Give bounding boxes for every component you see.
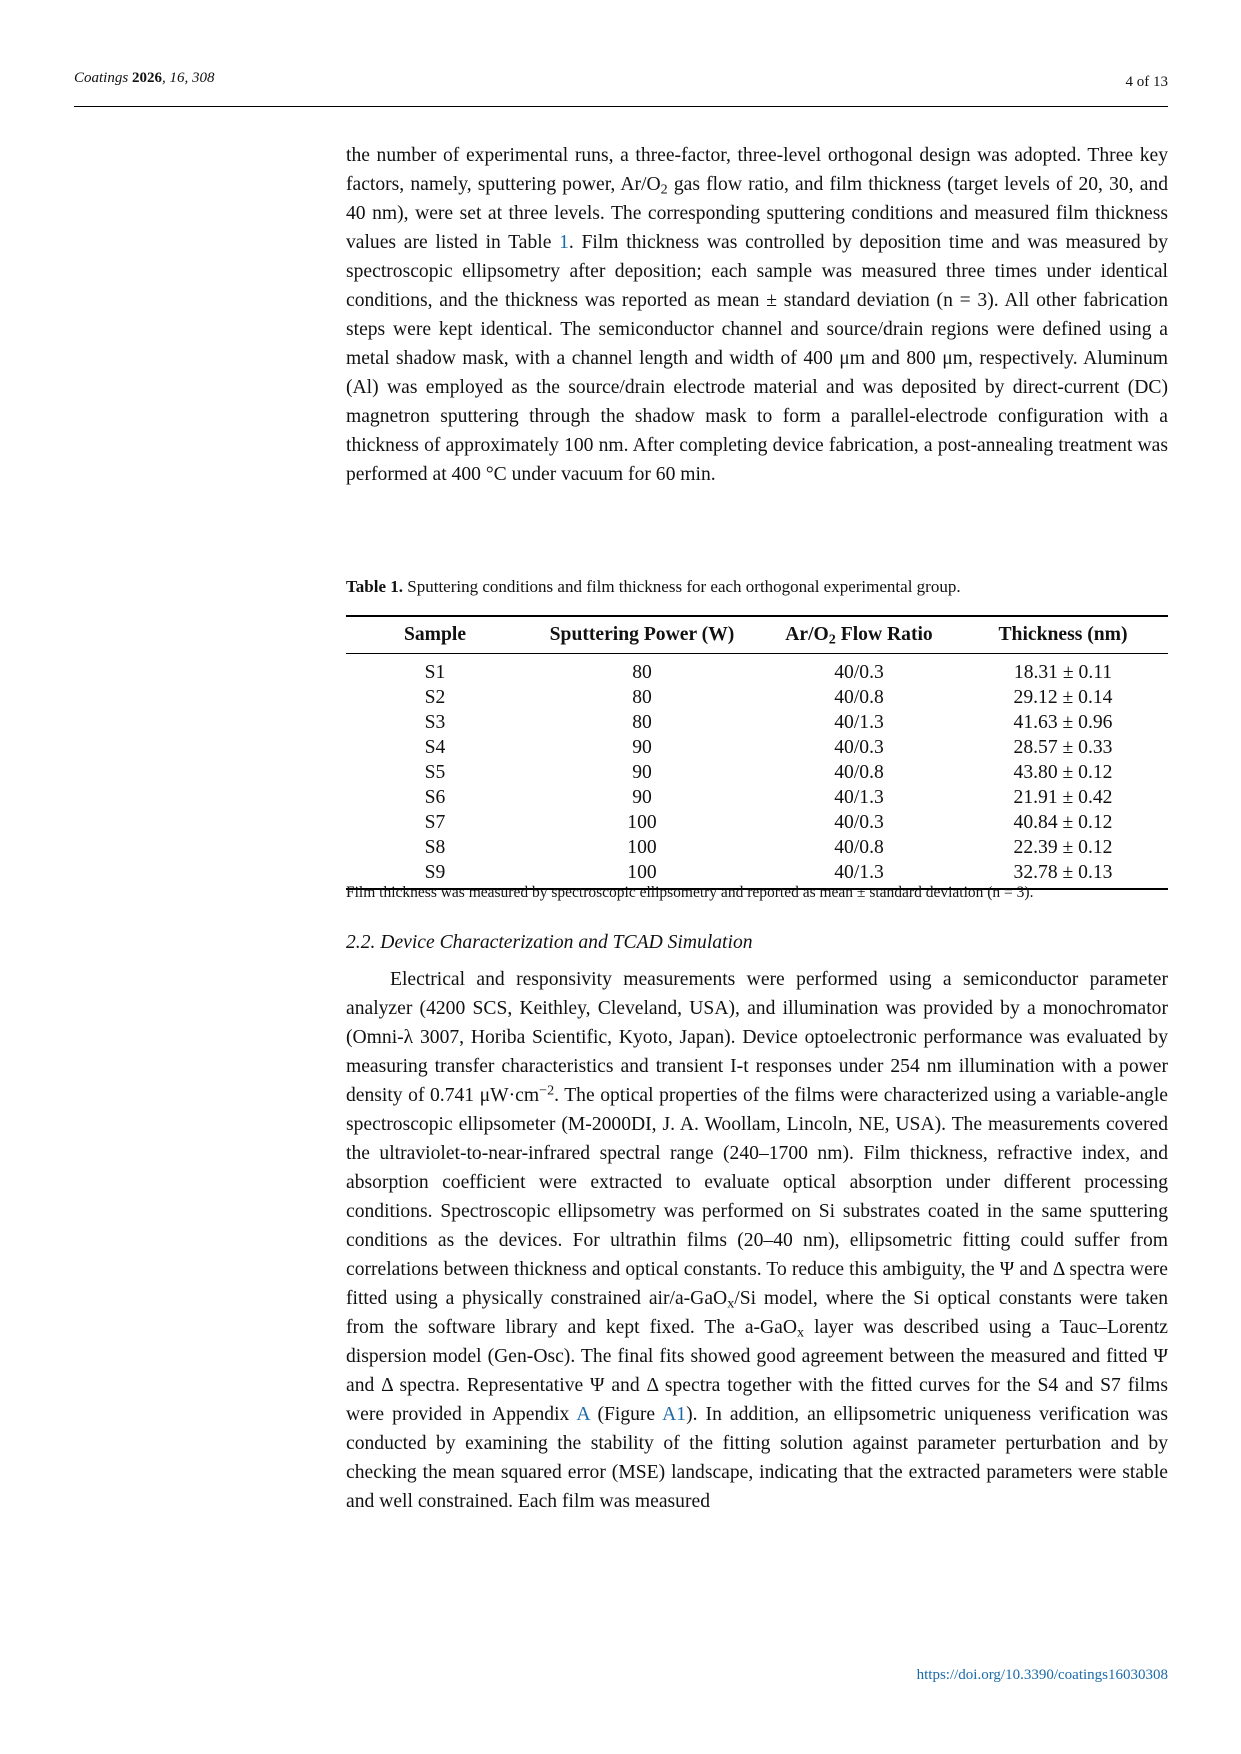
cell-thickness: 43.80 ± 0.12 — [1013, 761, 1113, 783]
cell-power: 80 — [632, 661, 652, 683]
body-paragraph-2 — [346, 965, 1168, 1516]
journal-volume: , 16, 308 — [161, 70, 215, 86]
col-header-flow-ratio — [760, 616, 958, 654]
page-header — [74, 70, 1168, 110]
body-paragraph-1 — [346, 141, 1168, 489]
table-1 — [346, 615, 1168, 890]
cell-power: 100 — [627, 861, 657, 883]
text-run: layer was described using a Tauc–Lorentz dispersion model (Gen-Osc). The final fits showed good agreement between the measured and fitted Ψ and Δ spectra. Representative Ψ and Δ spectra together with the fitted curves for the S4 and S7 films were provided in Appendix — [346, 1317, 1168, 1425]
cell-thickness: 28.57 ± 0.33 — [1013, 736, 1113, 758]
superscript: −2 — [539, 1082, 555, 1099]
cell-flow-ratio: 40/0.3 — [834, 811, 884, 833]
text-run: Electrical and responsivity measurements were performed using a semiconductor parameter analyzer (4200 SCS, Keithley, Cleveland, USA), and illumination was provided by a monochromator (Omni-λ 3007, Horiba Scientific, Kyoto, Japan). Device optoelectronic performance was evaluated by measuring transfer characteristics and transient I-t responses under 254 nm illumination with a power density of 0.741 μW·cm — [346, 969, 1168, 1106]
table-row — [346, 710, 1168, 735]
cell-flow-ratio: 40/1.3 — [834, 711, 884, 733]
cell-power: 90 — [632, 736, 652, 758]
journal-citation — [74, 70, 214, 87]
table-row — [346, 785, 1168, 810]
header-divider — [74, 106, 1168, 107]
table-footnote: Film thickness was measured by spectroscopic ellipsometry and reported as mean ± standard deviation (n = 3). — [346, 884, 1034, 901]
cell-power: 80 — [632, 686, 652, 708]
col-header-sample: Sample — [403, 624, 467, 645]
table-row — [346, 654, 1168, 686]
cell-sample: S2 — [424, 686, 446, 708]
text-run: (Figure — [589, 1404, 663, 1425]
cell-flow-ratio: 40/0.8 — [834, 686, 884, 708]
table-label: Table 1. — [346, 577, 404, 596]
appendix-a-link[interactable]: A — [576, 1404, 590, 1425]
text-run: . The optical properties of the films were characterized using a variable-angle spectroscopic ellipsometer (M-2000DI, J. A. Woollam, Lincoln, NE, USA). The measurements covered the ultraviolet-to-near-infrared spectral range (240–1700 nm). Film thickness, refractive index, and absorption coefficient were extracted to evaluate optical absorption under different processing conditions. Spectroscopic ellipsometry was performed on Si substrates coated in the same sputtering conditions as the devices. For ultrathin films (20–40 nm), ellipsometric fitting could suffer from correlations between thickness and optical constants. To reduce this ambiguity, the Ψ and Δ spectra were fitted using a physically constrained air/a-GaO — [346, 1085, 1168, 1309]
subscript: x — [727, 1295, 735, 1312]
cell-thickness: 18.31 ± 0.11 — [1013, 661, 1113, 683]
figure-a1-link[interactable]: A1 — [662, 1404, 687, 1425]
doi-link[interactable]: https://doi.org/10.3390/coatings16030308 — [916, 1667, 1168, 1683]
cell-thickness: 40.84 ± 0.12 — [1013, 811, 1113, 833]
cell-power: 90 — [632, 761, 652, 783]
cell-flow-ratio: 40/0.3 — [834, 736, 884, 758]
subscript: x — [797, 1324, 805, 1341]
cell-sample: S3 — [424, 711, 446, 733]
text-run: gas flow ratio, and film thickness (target levels of 20, 30, and 40 nm), were set at three levels. The corresponding sputtering conditions and measured film thickness values are listed in Table — [346, 174, 1168, 253]
col-header-power: Sputtering Power (W) — [549, 624, 735, 645]
subscript: 2 — [660, 181, 668, 198]
cell-sample: S6 — [424, 786, 446, 808]
cell-sample: S7 — [424, 811, 446, 833]
text-run: ). In addition, an ellipsometric uniqueness verification was conducted by examining the stability of the fitting solution against parameter perturbation and by checking the mean squared error (MSE) landscape, indicating that the extracted parameters were stable and well constrained. Each film was measured — [346, 1404, 1168, 1512]
cell-thickness: 22.39 ± 0.12 — [1013, 836, 1113, 858]
table-row — [346, 760, 1168, 785]
cell-flow-ratio: 40/1.3 — [834, 786, 884, 808]
cell-thickness: 29.12 ± 0.14 — [1013, 686, 1113, 708]
subscript: 2 — [828, 631, 836, 648]
col-header-thickness: Thickness (nm) — [998, 624, 1128, 645]
cell-flow-ratio: 40/0.8 — [834, 836, 884, 858]
cell-sample: S9 — [424, 861, 446, 883]
cell-sample: S1 — [424, 661, 446, 683]
cell-flow-ratio: 40/1.3 — [834, 861, 884, 883]
table-row — [346, 685, 1168, 710]
table-row — [346, 810, 1168, 835]
journal-year: 2026 — [131, 70, 162, 86]
caption-text: Sputtering conditions and film thickness for each orthogonal experimental group. — [403, 577, 961, 596]
cell-thickness: 32.78 ± 0.13 — [1013, 861, 1113, 883]
table-row — [346, 835, 1168, 860]
cell-power: 90 — [632, 786, 652, 808]
header-text: Flow Ratio — [835, 624, 933, 645]
cell-power: 80 — [632, 711, 652, 733]
text-run: . Film thickness was controlled by deposition time and was measured by spectroscopic ellipsometry after deposition; each sample was measured three times under identical conditions, and the thickness was reported as mean ± standard deviation (n = 3). All other fabrication steps were kept identical. The semiconductor channel and source/drain regions were defined using a metal shadow mask, with a channel length and width of 400 μm and 800 μm, respectively. Aluminum (Al) was employed as the source/drain electrode material and was deposited by direct-current (DC) magnetron sputtering through the shadow mask to form a parallel-electrode configuration with a thickness of approximately 100 nm. After completing device fabrication, a post-annealing treatment was performed at 400 °C under vacuum for 60 min. — [346, 232, 1168, 485]
cell-sample: S4 — [424, 736, 446, 758]
cell-sample: S5 — [424, 761, 446, 783]
table-row — [346, 735, 1168, 760]
page-number: 4 of 13 — [1125, 74, 1168, 90]
table-1-link[interactable]: 1 — [559, 232, 569, 253]
cell-thickness: 21.91 ± 0.42 — [1013, 786, 1113, 808]
cell-sample: S8 — [424, 836, 446, 858]
cell-flow-ratio: 40/0.3 — [834, 661, 884, 683]
table-caption — [346, 577, 1168, 597]
section-heading: 2.2. Device Characterization and TCAD Simulation — [346, 932, 753, 953]
table-header-row — [346, 616, 1168, 654]
cell-power: 100 — [627, 811, 657, 833]
cell-flow-ratio: 40/0.8 — [834, 761, 884, 783]
text-run: /Si model, where the Si optical constants were taken from the software library and kept fixed. The a-GaO — [346, 1288, 1168, 1338]
cell-power: 100 — [627, 836, 657, 858]
text-run: the number of experimental runs, a three-factor, three-level orthogonal design was adopted. Three key factors, namely, sputtering power, Ar/O — [346, 145, 1168, 195]
cell-thickness: 41.63 ± 0.96 — [1013, 711, 1113, 733]
header-text: Ar/O — [785, 624, 829, 645]
journal-name: Coatings — [74, 70, 129, 86]
